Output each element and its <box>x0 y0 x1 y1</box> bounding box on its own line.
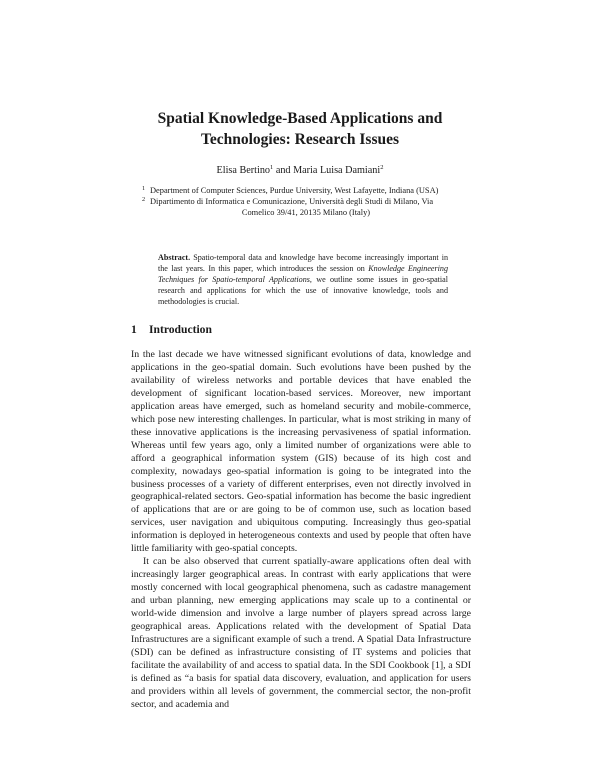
paper-title <box>0 108 600 150</box>
affiliation-1-text: Department of Computer Sciences, Purdue University, West Lafayette, Indiana (USA) <box>150 186 439 195</box>
author-list <box>0 165 600 177</box>
affiliation-2-line-2: Comelico 39/41, 20135 Milano (Italy) <box>241 207 371 217</box>
body-text <box>131 349 471 712</box>
abstract <box>158 252 448 307</box>
affiliation-1 <box>142 185 480 197</box>
title-line-1: Spatial Knowledge-Based Applications and <box>157 110 443 127</box>
affiliation-2 <box>142 196 480 218</box>
author-conjunction: and <box>275 165 291 176</box>
affiliation-2-mark: 2 <box>142 196 146 203</box>
section-heading <box>131 323 212 337</box>
author-2: Maria Luisa Damiani <box>293 165 381 176</box>
paragraph-2: It can be also observed that current spatially-aware applications often deal with increasingly larger geographical areas. In contrast with early applications that were mostly concerned with local geographical phenomena, such as cadastre management and urban planning, new emerging applications may scale up to a continental or world-wide dimension and involve a large number of players spread across large geographical areas. Applications related with the development of Spatial Data Infrastructures are a significant example of such a trend. A Spatial Data Infrastructure (SDI) can be defined as infrastructure consisting of IT systems and policies that facilitate the availability of and access to spatial data. In the SDI Cookbook [1], a SDI is defined as “a basis for spatial data discovery, evaluation, and application for users and providers within all levels of government, the commercial sector, the non-profit sector, and academia and <box>131 556 471 710</box>
abstract-text-b: , we outline some issues in geo-spatial research and applications for which the use of innovative knowledge, tools and methodologies is crucial. <box>158 275 448 307</box>
section-title: Introduction <box>149 323 212 336</box>
title-line-2: Technologies: Research Issues <box>200 131 400 148</box>
author-1-mark: 1 <box>270 164 274 171</box>
abstract-text-a: Spatio-temporal data and knowledge have become increasingly important in the last years. In this paper, which introduces the session on <box>158 253 448 274</box>
author-2-mark: 2 <box>380 164 384 171</box>
abstract-label: Abstract. <box>158 253 191 262</box>
paragraph-1: In the last decade we have witnessed significant evolutions of data, knowledge and applications in the geo-spatial domain. Such evolutions have been pushed by the availability of wireless networks and portable devices that have enabled the development of significant location-based services. Moreover, new important application areas have emerged, such as homeland security and mobile-commerce, which pose new interesting challenges. In particular, what is most striking in many of these innovative applications is the increasing pervasiveness of spatial information. Whereas until few years ago, only a limited number of organizations were able to afford a geographical information system (GIS) because of its high cost and complexity, nowadays geo-spatial information is going to be integrated into the business processes of a variety of different enterprises, even not directly involved in geographical-related sectors. Geo-spatial information has become the basic ingredient of applications that are or are going to be of common use, such as location based services, user navigation and ubiquitous computing. Increasingly thus geo-spatial information is deployed in heterogeneous contexts and used by people that often have little familiarity with geo-spatial concepts. <box>131 349 471 555</box>
affiliation-2-line-1: Dipartimento di Informatica e Comunicazione, Università degli Studi di Milano, Via <box>150 197 434 206</box>
abstract-session-name: Knowledge Engineering Techniques for Spatio-temporal Applications <box>158 264 448 285</box>
author-1: Elisa Bertino <box>216 165 271 176</box>
section-number: 1 <box>131 323 137 336</box>
affiliation-1-mark: 1 <box>142 185 146 192</box>
